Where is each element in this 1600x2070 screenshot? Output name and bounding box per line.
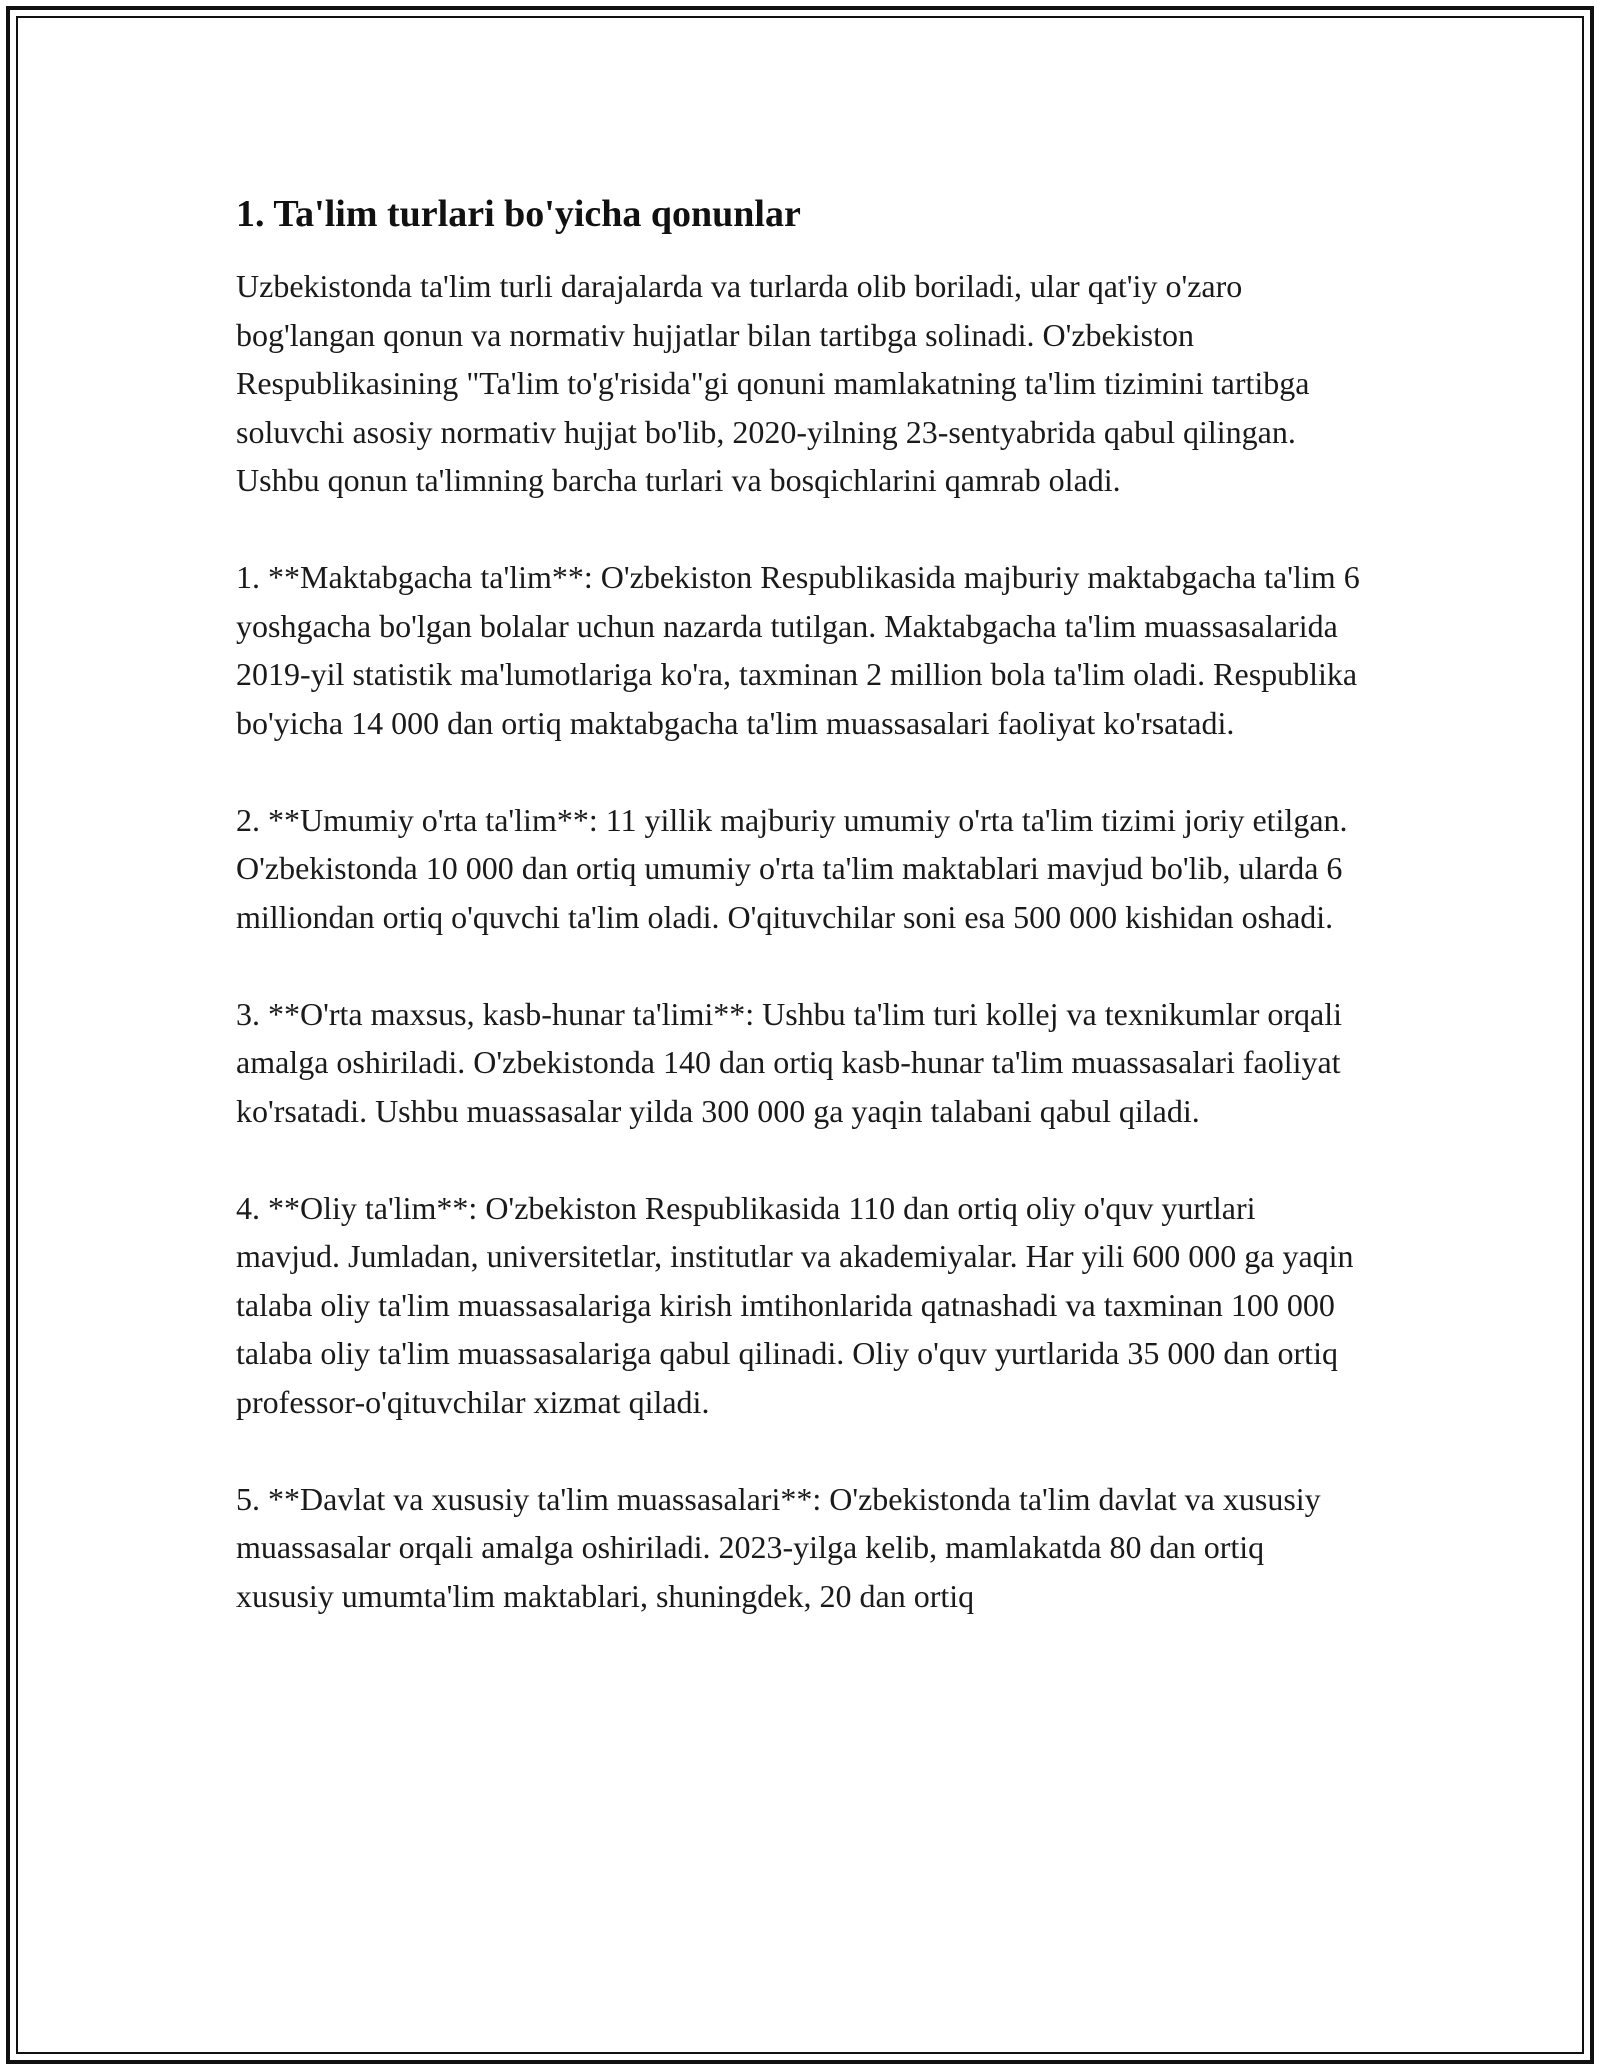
- list-item-general-secondary: 2. **Umumiy o'rta ta'lim**: 11 yillik majburiy umumiy o'rta ta'lim tizimi joriy etilgan. O'zbekistonda 10 000 dan ortiq umumiy o'rta ta'lim maktablari mavjud bo'lib, ularda 6 milliondan ortiq o'quvchi ta'lim oladi. O'qituvchilar soni esa 500 000 kishidan oshadi.: [236, 801, 1348, 935]
- list-item-preschool: 1. **Maktabgacha ta'lim**: O'zbekiston Respublikasida majburiy maktabgacha ta'lim 6 yoshgacha bo'lgan bolalar uchun nazarda tutilgan. Maktabgacha ta'lim muassasalarida 2019-yil statistik ma'lumotlariga ko'ra, taxminan 2 million bola ta'lim oladi. Respublika bo'yicha 14 000 dan ortiq maktabgacha ta'lim muassasalari faoliyat ko'rsatadi.: [236, 559, 1360, 741]
- document-body: [236, 190, 1366, 1669]
- list-item-higher-education: 4. **Oliy ta'lim**: O'zbekiston Respublikasida 110 dan ortiq oliy o'quv yurtlari mavjud. Jumladan, universitetlar, institutlar va akademiyalar. Har yili 600 000 ga yaqin talaba oliy ta'lim muassasalariga kirish imtihonlarida qatnashadi va taxminan 100 000 talaba oliy ta'lim muassasalariga qabul qilinadi. Oliy o'quv yurtlarida 35 000 dan ortiq professor-o'qituvchilar xizmat qiladi.: [236, 1189, 1354, 1420]
- section-title: 1. Ta'lim turlari bo'yicha qonunlar: [236, 193, 801, 235]
- intro-paragraph: Uzbekistonda ta'lim turli darajalarda va turlarda olib boriladi, ular qat'iy o'zaro bog'langan qonun va normativ hujjatlar bilan tartibga solinadi. O'zbekiston Respublikasining "Ta'lim to'g'risida"gi qonuni mamlakatning ta'lim tizimini tartibga soluvchi asosiy normativ hujjat bo'lib, 2020-yilning 23-sentyabrida qabul qilingan. Ushbu qonun ta'limning barcha turlari va bosqichlarini qamrab oladi.: [236, 268, 1310, 498]
- list-item-state-private: 5. **Davlat va xususiy ta'lim muassasalari**: O'zbekistonda ta'lim davlat va xususiy muassasalar orqali amalga oshiriladi. 2023-yilga kelib, mamlakatda 80 dan ortiq xususiy umumta'lim maktablari, shuningdek, 20 dan ortiq: [236, 1480, 1321, 1614]
- list-item-vocational: 3. **O'rta maxsus, kasb-hunar ta'limi**: Ushbu ta'lim turi kollej va texnikumlar orqali amalga oshiriladi. O'zbekistonda 140 dan ortiq kasb-hunar ta'lim muassasalari faoliyat ko'rsatadi. Ushbu muassasalar yilda 300 000 ga yaqin talabani qabul qiladi.: [236, 995, 1342, 1129]
